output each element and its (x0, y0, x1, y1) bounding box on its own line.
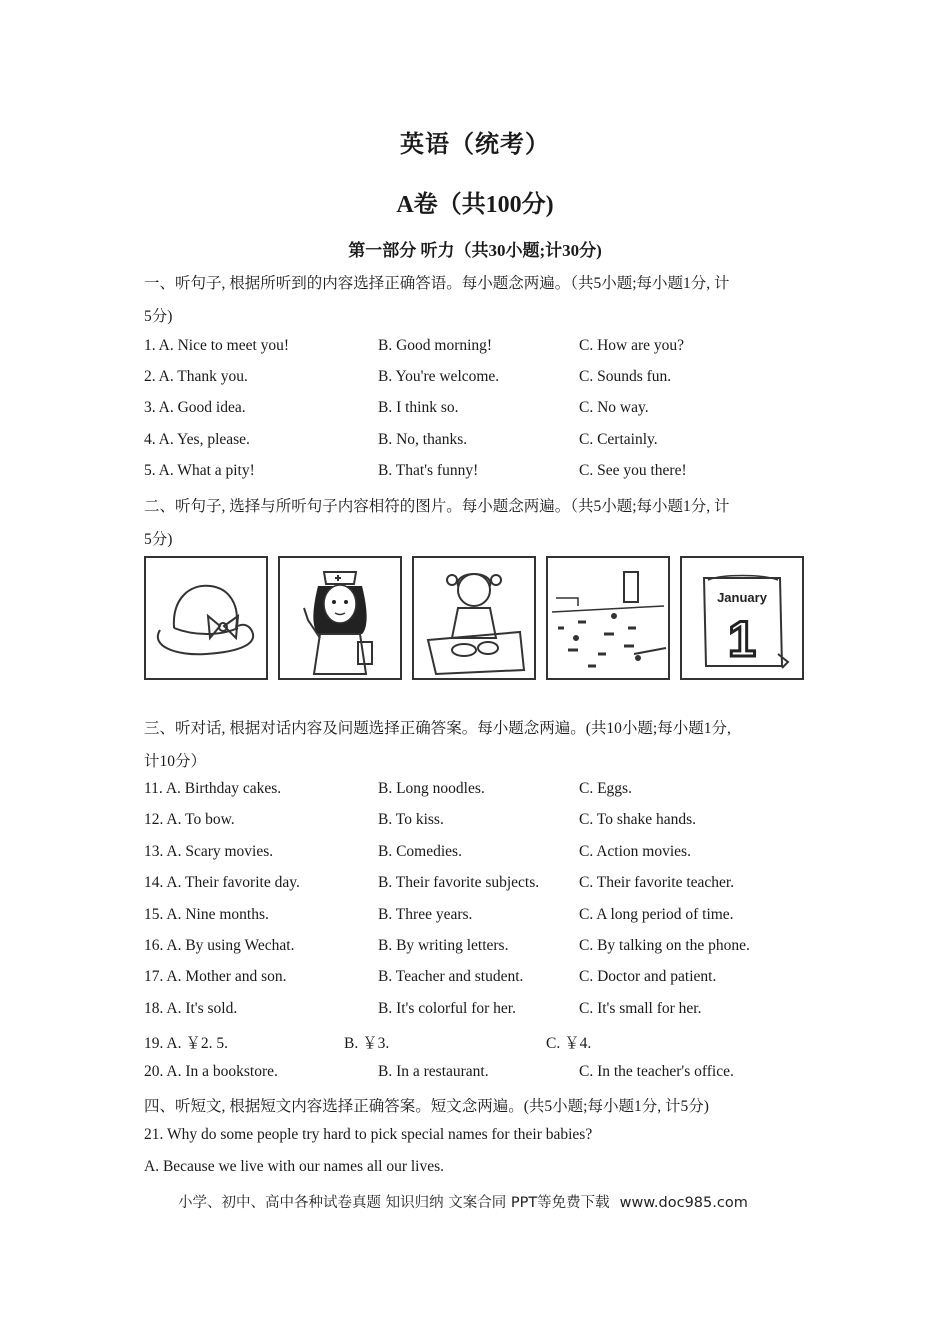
option-a: 2. A. Thank you. (144, 368, 248, 385)
question-row (144, 431, 824, 453)
option-b: B. That's funny! (378, 462, 479, 479)
option-a: 4. A. Yes, please. (144, 431, 250, 448)
question-row (144, 874, 824, 896)
option-b: B. Comedies. (378, 843, 462, 860)
footer-link[interactable]: www.doc985.com (619, 1195, 748, 1211)
nurse-icon (280, 558, 400, 678)
river-litter-icon (548, 558, 668, 678)
option-a: 15. A. Nine months. (144, 906, 269, 923)
option-b: B. It's colorful for her. (378, 1000, 516, 1017)
question-row (144, 1031, 824, 1053)
q2-instruction-line2: 5分) (144, 531, 173, 548)
question-row (144, 780, 824, 802)
option-c: C. Action movies. (579, 843, 691, 860)
option-b: B. By writing letters. (378, 937, 509, 954)
q1-instruction-line1: 一、听句子, 根据所听到的内容选择正确答语。每小题念两遍。（共5小题;每小题1分, 计 (144, 275, 730, 292)
option-c: C. No way. (579, 399, 649, 416)
q1-instruction-line2: 5分) (144, 308, 173, 325)
part-title: 第一部分 听力（共30小题;计30分) (348, 241, 602, 260)
option-b: B. Three years. (378, 906, 473, 923)
page-title: 英语（统考） (400, 132, 550, 158)
option-c: C. By talking on the phone. (579, 937, 750, 954)
option-b: B. Good morning! (378, 337, 493, 354)
picture-girl-washing-dishes (412, 556, 536, 680)
option-c: C. Their favorite teacher. (579, 874, 735, 891)
question-row (144, 368, 824, 390)
option-c: C. See you there! (579, 462, 687, 479)
q4-option-a: A. Because we live with our names all our lives. (144, 1158, 445, 1175)
option-a: 20. A. In a bookstore. (144, 1063, 278, 1080)
option-c: C. A long period of time. (579, 906, 734, 923)
option-b: B. No, thanks. (378, 431, 468, 448)
q4-question: 21. Why do some people try hard to pick special names for their babies? (144, 1126, 593, 1143)
option-b: B. Their favorite subjects. (378, 874, 540, 891)
question-row (144, 399, 824, 421)
q2-instruction-line1: 二、听句子, 选择与所听句子内容相符的图片。每小题念两遍。（共5小题;每小题1分, 计 (144, 498, 730, 515)
option-a: 1. A. Nice to meet you! (144, 337, 290, 354)
question-row (144, 337, 824, 359)
option-b: B. To kiss. (378, 811, 444, 828)
option-b: B. Teacher and student. (378, 968, 524, 985)
question-row (144, 906, 824, 928)
option-c: C. In the teacher's office. (579, 1063, 734, 1080)
option-a: 12. A. To bow. (144, 811, 235, 828)
option-a: 19. A. ￥2. 5. (144, 1035, 228, 1052)
option-c: C. ￥4. (546, 1035, 592, 1052)
option-b: B. ￥3. (344, 1035, 390, 1052)
option-c: C. Sounds fun. (579, 368, 672, 385)
picture-littered-river (546, 556, 670, 680)
option-a: 16. A. By using Wechat. (144, 937, 295, 954)
option-b: B. In a restaurant. (378, 1063, 489, 1080)
question-row (144, 843, 824, 865)
calendar-day-label: 1 (728, 611, 756, 667)
section-title: A卷（共100分) (396, 192, 554, 218)
q3-instruction-line2: 计10分） (144, 753, 207, 770)
girl-washing-icon (414, 558, 534, 678)
footer-text: 小学、初中、高中各种试卷真题 知识归纳 文案合同 PPT等免费下载 (178, 1195, 610, 1211)
option-a: 14. A. Their favorite day. (144, 874, 300, 891)
calendar-icon (682, 558, 802, 678)
option-c: C. To shake hands. (579, 811, 697, 828)
question-row (144, 1000, 824, 1022)
option-c: C. Eggs. (579, 780, 632, 797)
calendar-month-label: January (717, 590, 767, 605)
option-c: C. It's small for her. (579, 1000, 702, 1017)
option-a: 5. A. What a pity! (144, 462, 255, 479)
question-row (144, 811, 824, 833)
option-c: C. Certainly. (579, 431, 658, 448)
option-c: C. Doctor and patient. (579, 968, 717, 985)
option-a: 13. A. Scary movies. (144, 843, 274, 860)
option-a: 17. A. Mother and son. (144, 968, 287, 985)
option-a: 18. A. It's sold. (144, 1000, 238, 1017)
question-row (144, 1063, 824, 1085)
question-row (144, 462, 824, 484)
hat-icon (146, 558, 266, 678)
q3-instruction-line1: 三、听对话, 根据对话内容及问题选择正确答案。每小题念两遍。(共10小题;每小题1分, (144, 720, 731, 737)
picture-hat (144, 556, 268, 680)
option-a: 3. A. Good idea. (144, 399, 246, 416)
picture-options (144, 556, 804, 684)
footer (178, 1191, 748, 1212)
picture-nurse (278, 556, 402, 680)
option-b: B. Long noodles. (378, 780, 485, 797)
q4-instruction: 四、听短文, 根据短文内容选择正确答案。短文念两遍。(共5小题;每小题1分, 计5分) (144, 1098, 709, 1115)
option-c: C. How are you? (579, 337, 685, 354)
option-b: B. I think so. (378, 399, 459, 416)
option-b: B. You're welcome. (378, 368, 500, 385)
option-a: 11. A. Birthday cakes. (144, 780, 282, 797)
question-row (144, 937, 824, 959)
question-row (144, 968, 824, 990)
picture-calendar (680, 556, 804, 680)
